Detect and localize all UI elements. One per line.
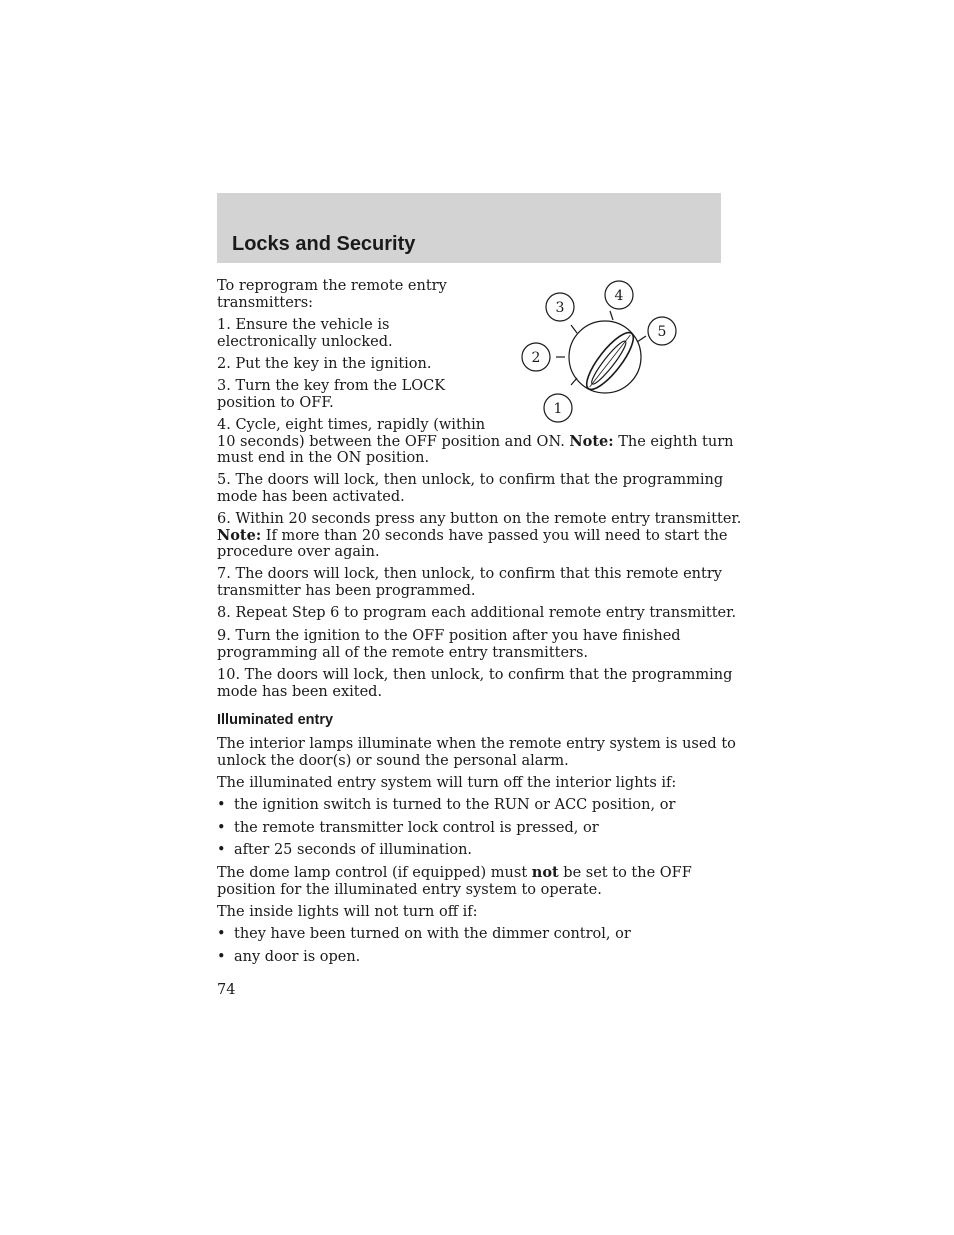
step-3-line-1: 3. Turn the key from the LOCK (217, 378, 446, 394)
step-10-line-2: mode has been exited. (217, 683, 383, 700)
bullet-icon: • (217, 926, 226, 942)
illuminated-p3-line-1b: be set to the OFF (558, 865, 692, 881)
illuminated-entry-heading: Illuminated entry (217, 712, 334, 728)
step-9 (217, 628, 681, 661)
illuminated-p3-line-2: position for the illuminated entry system to operate. (217, 881, 602, 898)
illuminated-paragraph-1 (217, 736, 736, 769)
key-icon (580, 327, 640, 396)
step-8 (217, 605, 736, 622)
position-4-label: 4 (614, 288, 624, 304)
list-item (217, 926, 631, 943)
step-4-line-3: must end in the ON position. (217, 450, 430, 467)
step-4-line-2a: 10 seconds) between the OFF position and ON. (217, 433, 570, 450)
list-item (217, 949, 360, 966)
tick-4 (610, 311, 613, 320)
step-3 (217, 378, 445, 411)
list-item-text: the remote transmitter lock control is pressed, or (234, 820, 599, 836)
illuminated-paragraph-4: The inside lights will not turn off if: (217, 904, 478, 920)
step-6-note-label: Note: (217, 526, 262, 544)
illuminated-p1-line-2: unlock the door(s) or sound the personal alarm. (217, 752, 569, 769)
position-2-label: 2 (531, 350, 541, 366)
step-4-line-2b: The eighth turn (613, 433, 734, 450)
ignition-position-diagram (515, 275, 695, 425)
list-item (217, 820, 599, 837)
step-6-line-2: If more than 20 seconds have passed you will need to start the (261, 527, 728, 544)
step-10-line-1: 10. The doors will lock, then unlock, to confirm that the programming (217, 667, 733, 683)
list-item (217, 842, 472, 859)
tick-1 (571, 378, 577, 385)
list-item-text: they have been turned on with the dimmer control, or (234, 926, 631, 942)
step-1-line-2: electronically unlocked. (217, 333, 393, 350)
bullet-icon: • (217, 797, 226, 813)
step-5-line-1: 5. The doors will lock, then unlock, to confirm that the programming (217, 472, 724, 488)
section-title: Locks and Security (232, 233, 416, 255)
intro-line-1: To reprogram the remote entry (217, 278, 447, 294)
tick-3 (571, 325, 577, 333)
list-item-text: the ignition switch is turned to the RUN or ACC position, or (234, 797, 676, 813)
illuminated-paragraph-3 (217, 865, 692, 898)
position-5-label: 5 (657, 324, 667, 340)
intro-line-2: transmitters: (217, 294, 314, 311)
step-7-line-1: 7. The doors will lock, then unlock, to confirm that this remote entry (217, 566, 722, 582)
section-header-band (217, 193, 721, 263)
position-1-label: 1 (553, 401, 563, 417)
step-8-line-1: 8. Repeat Step 6 to program each additional remote entry transmitter. (217, 605, 737, 621)
bullet-icon: • (217, 949, 226, 965)
step-5-line-2: mode has been activated. (217, 488, 405, 505)
intro-paragraph (217, 278, 447, 311)
step-4-note-label: Note: (569, 432, 614, 450)
bullet-icon: • (217, 820, 226, 836)
list-item-text: after 25 seconds of illumination. (234, 842, 473, 858)
illuminated-p1-line-1: The interior lamps illuminate when the remote entry system is used to (217, 736, 736, 752)
step-6 (217, 511, 741, 561)
step-1-line-1: 1. Ensure the vehicle is (217, 317, 390, 333)
step-7-line-2: transmitter has been programmed. (217, 582, 476, 599)
step-5 (217, 472, 723, 505)
step-3-line-2: position to OFF. (217, 394, 334, 411)
step-9-line-2: programming all of the remote entry transmitters. (217, 644, 589, 661)
step-1 (217, 317, 393, 350)
step-2 (217, 356, 431, 373)
position-3-label: 3 (555, 300, 565, 316)
step-7 (217, 566, 722, 599)
list-item (217, 797, 675, 814)
illuminated-paragraph-2: The illuminated entry system will turn off the interior lights if: (217, 775, 677, 791)
bullet-icon: • (217, 842, 226, 858)
illuminated-p3-line-1a: The dome lamp control (if equipped) must (217, 865, 532, 881)
illuminated-p3-bold: not (531, 864, 559, 881)
step-6-line-1: 6. Within 20 seconds press any button on the remote entry transmitter. (217, 511, 742, 527)
step-4-line-1: 4. Cycle, eight times, rapidly (within (217, 417, 486, 433)
page-number: 74 (217, 982, 236, 998)
step-10 (217, 667, 732, 700)
list-item-text: any door is open. (234, 949, 361, 965)
step-2-line-1: 2. Put the key in the ignition. (217, 356, 432, 372)
step-9-line-1: 9. Turn the ignition to the OFF position after you have finished (217, 628, 681, 644)
step-6-line-3: procedure over again. (217, 544, 380, 561)
tick-5 (637, 336, 646, 342)
